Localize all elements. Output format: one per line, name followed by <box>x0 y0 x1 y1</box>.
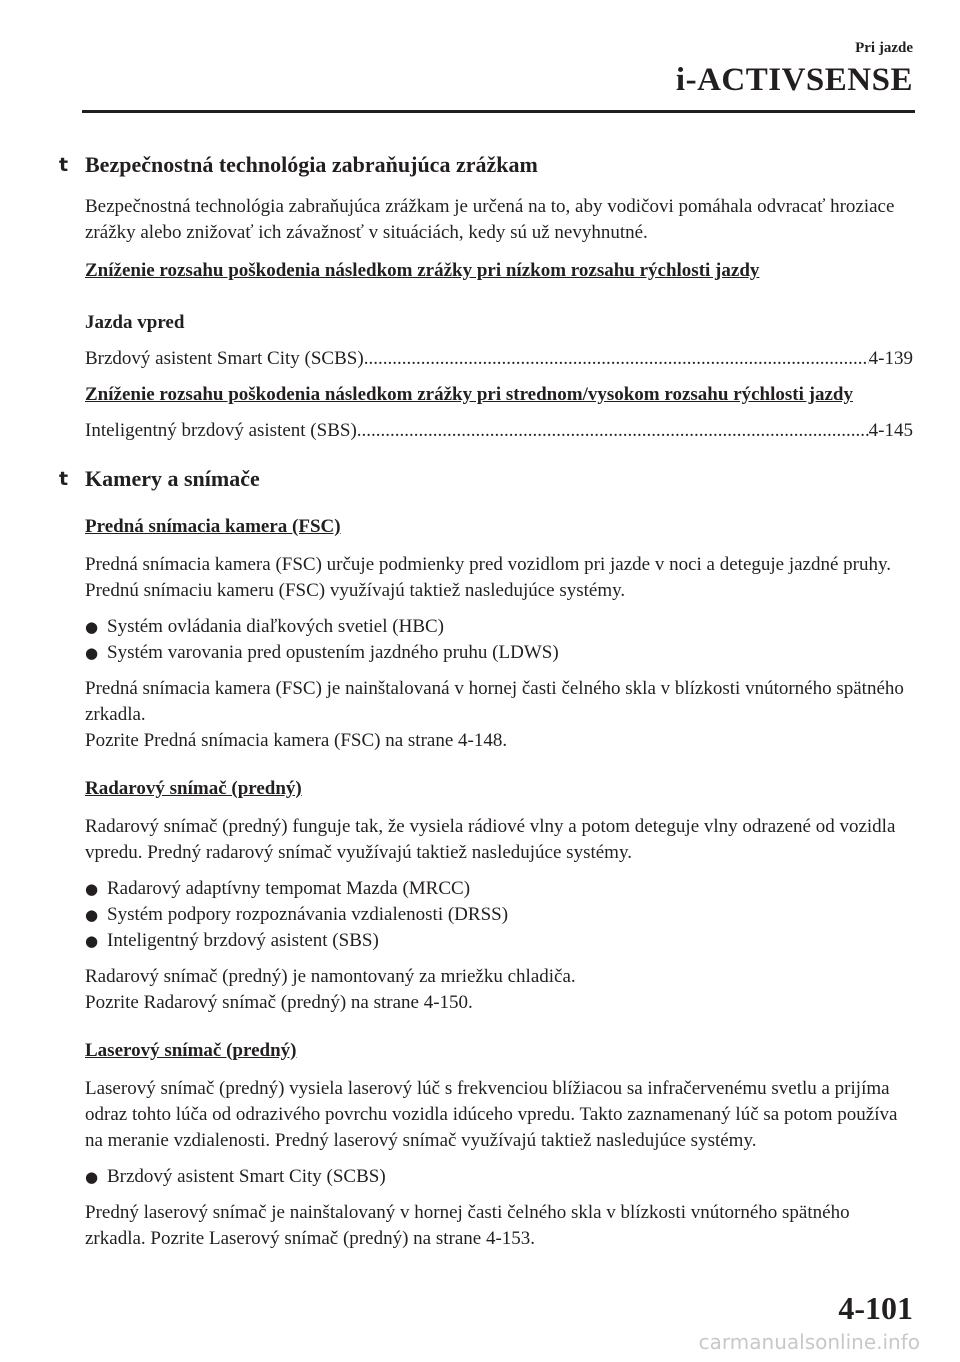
watermark: carmanualsonline.info <box>698 1330 920 1354</box>
list-item: ● Brzdový asistent Smart City (SCBS) <box>85 1164 913 1190</box>
header-title: i-ACTIVSENSE <box>675 62 913 98</box>
page-number: 4-101 <box>838 1290 913 1326</box>
bullet-dot-icon: ● <box>85 1168 99 1186</box>
radar-paragraph-1: Radarový snímač (predný) funguje tak, že vysiela rádiové vlny a potom deteguje vlny odrazené od vozidla vpredu. Predný radarový snímač využívajú taktiež nasledujúce systémy. <box>85 816 896 863</box>
list-item: ● Systém podpory rozpoznávania vzdialenosti (DRSS) <box>85 902 913 928</box>
section-bullet-icon: t <box>59 468 69 490</box>
bullet-dot-icon: ● <box>85 644 99 662</box>
section-bullet-icon: t <box>59 154 69 176</box>
toc-entry-scbs[interactable] <box>85 346 913 372</box>
toc-entry-page: 4-145 <box>868 420 913 441</box>
bullet-dot-icon: ● <box>85 618 99 636</box>
fsc-paragraph-2: Predná snímacia kamera (FSC) je nainštalovaná v hornej časti čelného skla v blízkosti vnútorného spätného zrkadla. <box>85 678 904 725</box>
radar-paragraph-2: Radarový snímač (predný) je namontovaný za mriežku chladiča. <box>85 966 576 987</box>
section-heading-text: Bezpečnostná technológia zabraňujúca zrážkam <box>85 152 538 177</box>
header-rule <box>82 110 915 113</box>
list-item: ● Radarový adaptívny tempomat Mazda (MRCC) <box>85 876 913 902</box>
section-heading-text: Kamery a snímače <box>85 466 260 491</box>
radar-subheading: Radarový snímač (predný) <box>85 778 302 799</box>
fsc-system-list <box>85 614 913 666</box>
laser-paragraph-2: Predný laserový snímač je nainštalovaný v hornej časti čelného skla v blízkosti vnútorného spätného zrkadla. Pozrite Laserový snímač (predný) na strane 4-153. <box>85 1202 850 1249</box>
toc-leader-dots <box>357 418 869 444</box>
collision-tech-intro: Bezpečnostná technológia zabraňujúca zrážkam je určená na to, aby vodičovi pomáhala odvracať hroziace zrážky alebo znižovať ich závažnosť v situáciách, kedy sú už nevyhnutné. <box>85 196 895 243</box>
fsc-paragraph-1: Predná snímacia kamera (FSC) určuje podmienky pred vozidlom pri jazde v noci a deteguje jazdné pruhy. Prednú snímaciu kameru (FSC) využívajú taktiež nasledujúce systémy. <box>85 554 892 601</box>
list-item: ● Inteligentný brzdový asistent (SBS) <box>85 928 913 954</box>
bullet-dot-icon: ● <box>85 880 99 898</box>
section-heading-collision-tech <box>59 152 913 178</box>
fsc-reference: Pozrite Predná snímacia kamera (FSC) na strane 4-148. <box>85 730 508 751</box>
forward-driving-label: Jazda vpred <box>85 312 185 333</box>
laser-system-list <box>85 1164 913 1190</box>
radar-reference: Pozrite Radarový snímač (predný) na strane 4-150. <box>85 992 473 1013</box>
laser-subheading: Laserový snímač (predný) <box>85 1040 297 1061</box>
list-item: ● Systém ovládania diaľkových svetiel (HBC) <box>85 614 913 640</box>
laser-paragraph-1: Laserový snímač (predný) vysiela laserový lúč s frekvenciou blížiacou sa infračervenému svetlu a prijíma odraz tohto lúča od odrazivého povrchu vozidla idúceho vpredu. Takto zaznamenaný lúč sa potom používa na meranie vzdialenosti. Predný laserový snímač využívajú taktiež nasledujúce systémy. <box>85 1078 898 1151</box>
low-speed-subheading: Zníženie rozsahu poškodenia následkom zrážky pri nízkom rozsahu rýchlosti jazdy <box>85 260 760 281</box>
mid-high-speed-subheading: Zníženie rozsahu poškodenia následkom zrážky pri strednom/vysokom rozsahu rýchlosti jazdy <box>85 384 853 405</box>
toc-entry-page: 4-139 <box>868 348 913 369</box>
radar-system-list <box>85 876 913 954</box>
header-chapter: Pri jazde <box>855 40 913 56</box>
toc-entry-text: Inteligentný brzdový asistent (SBS) <box>85 420 357 441</box>
toc-entry-text: Brzdový asistent Smart City (SCBS) <box>85 348 364 369</box>
page-content <box>59 152 913 1262</box>
bullet-dot-icon: ● <box>85 932 99 950</box>
fsc-subheading: Predná snímacia kamera (FSC) <box>85 516 341 537</box>
toc-leader-dots <box>364 346 869 372</box>
list-item: ● Systém varovania pred opustením jazdného pruhu (LDWS) <box>85 640 913 666</box>
bullet-dot-icon: ● <box>85 906 99 924</box>
section-heading-cameras-sensors <box>59 466 913 492</box>
toc-entry-sbs[interactable] <box>85 418 913 444</box>
